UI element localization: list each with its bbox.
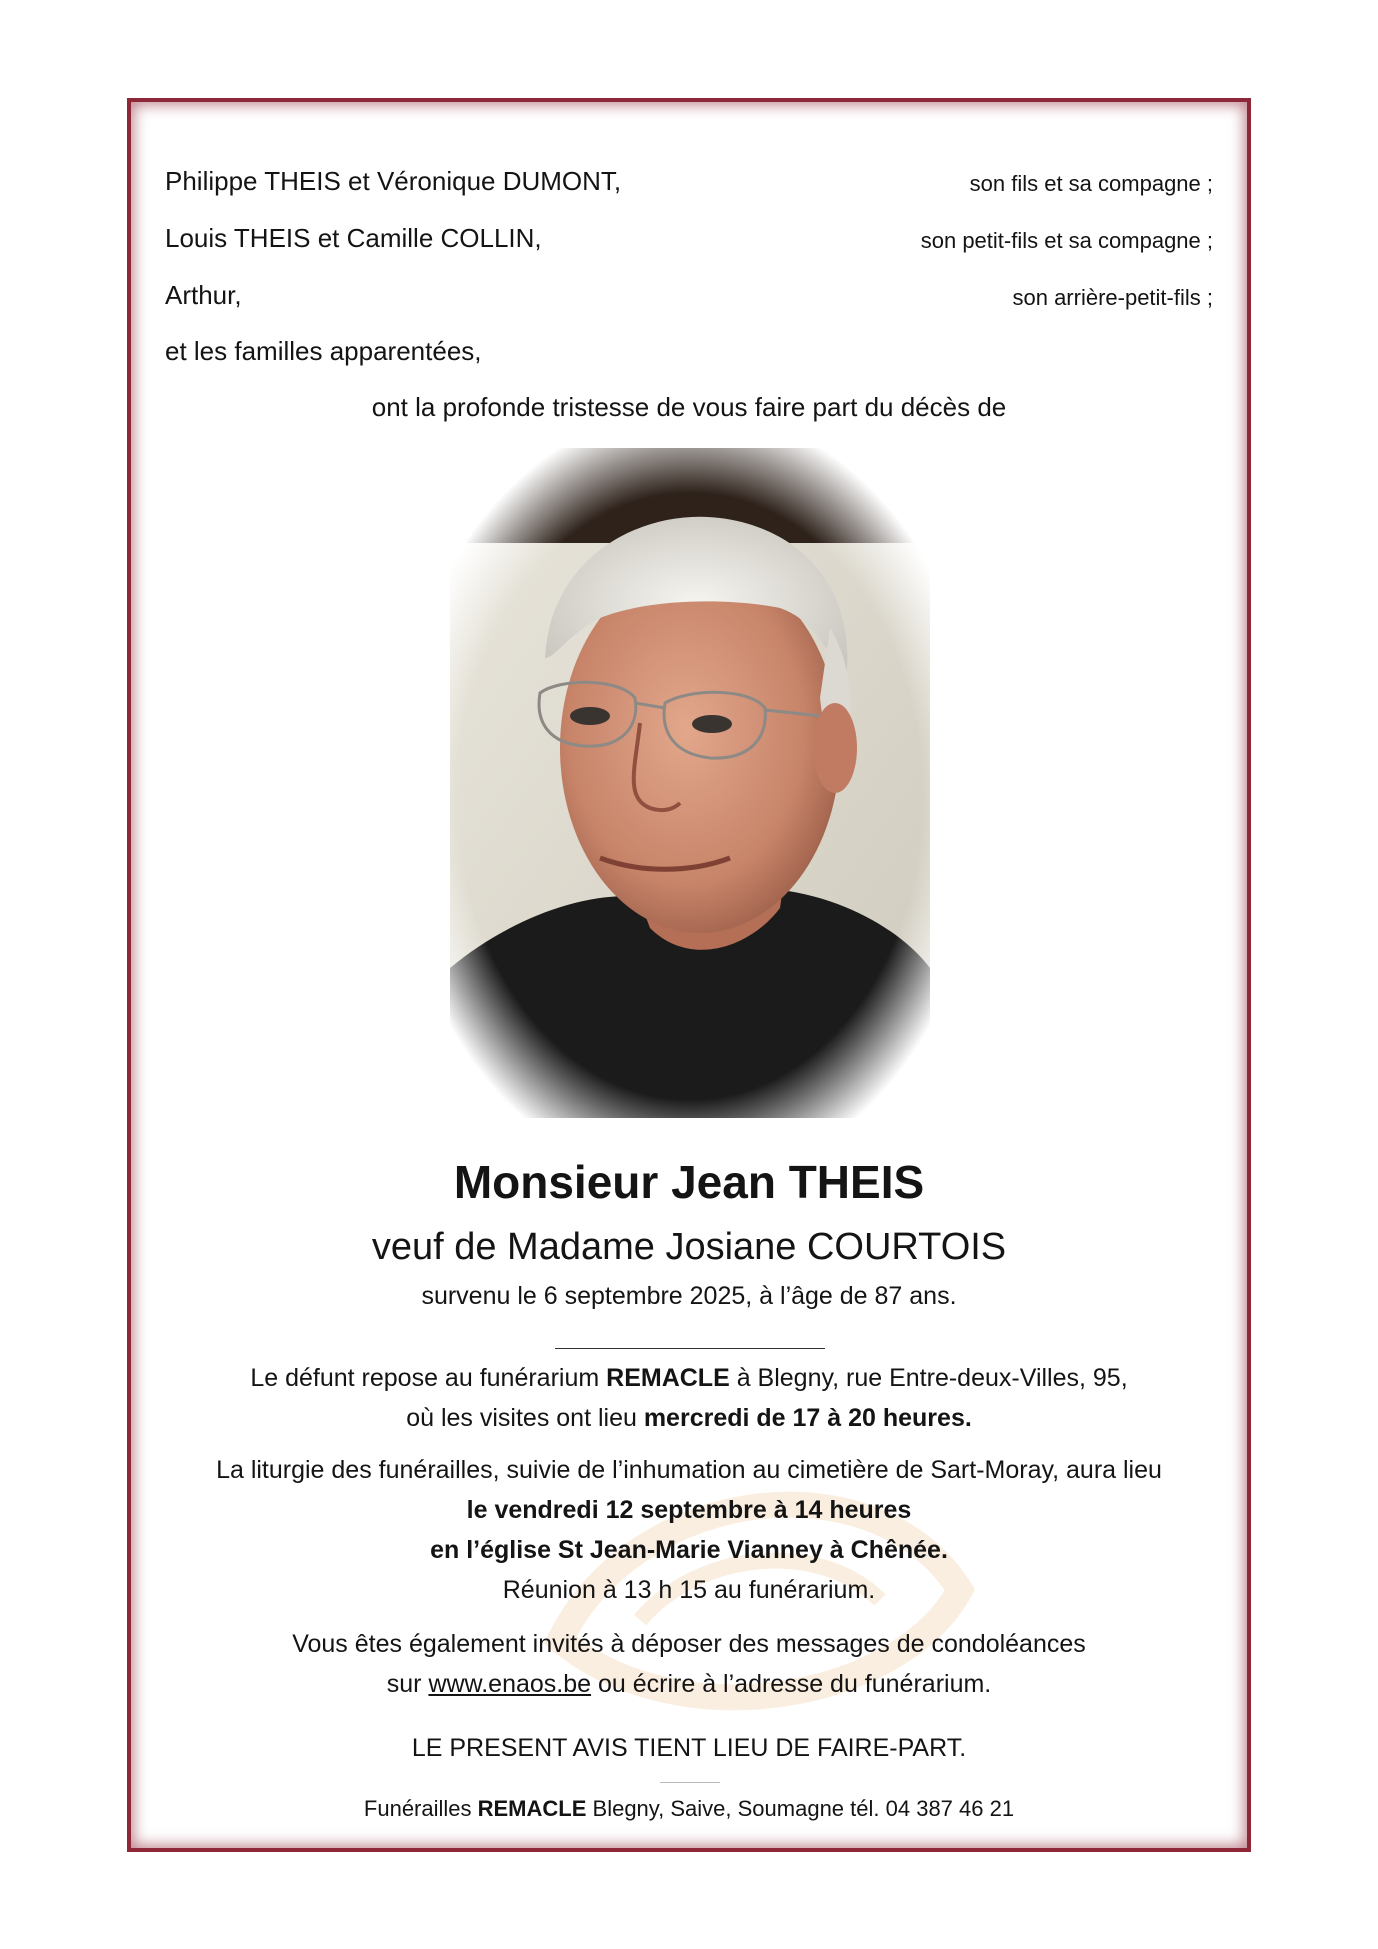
footer-line: Funérailles REMACLE Blegny, Saive, Soumagne tél. 04 387 46 21 (363, 1796, 1015, 1821)
family-relation-1: son fils et sa compagne ; (969, 171, 1213, 196)
deceased-spouse: veuf de Madame Josiane COURTOIS (371, 1226, 1007, 1268)
visitation-line-1: Le défunt repose au funérarium REMACLE à Blegny, rue Entre-deux-Villes, 95, (250, 1364, 1128, 1392)
condolences-line-2: sur www.enaos.be ou écrire à l’adresse du funérarium. (386, 1670, 992, 1698)
deceased-name: Monsieur Jean THEIS (453, 1156, 925, 1208)
enaos-link[interactable]: www.enaos.be (428, 1670, 592, 1698)
visitation-line-2: où les visites ont lieu mercredi de 17 à 20 heures. (406, 1404, 972, 1432)
family-name-1: Philippe THEIS et Véronique DUMONT, (165, 166, 622, 196)
separator-line (555, 1348, 825, 1349)
footer-separator (660, 1782, 720, 1783)
liturgy-meeting: Réunion à 13 h 15 au funérarium. (502, 1576, 876, 1604)
family-relation-3: son arrière-petit-fils ; (1012, 285, 1213, 310)
notice-statement: LE PRESENT AVIS TIENT LIEU DE FAIRE-PART. (411, 1734, 967, 1762)
condolences-line-1: Vous êtes également invités à déposer des messages de condoléances (292, 1630, 1086, 1658)
death-date-line: survenu le 6 septembre 2025, à l’âge de 87 ans. (421, 1282, 957, 1310)
portrait-photo (450, 448, 930, 1118)
family-name-2: Louis THEIS et Camille COLLIN, (165, 223, 542, 253)
liturgy-date: le vendredi 12 septembre à 14 heures (466, 1496, 912, 1524)
family-relation-2: son petit-fils et sa compagne ; (920, 228, 1213, 253)
intro-text: ont la profonde tristesse de vous faire part du décès de (371, 392, 1007, 422)
liturgy-line-1: La liturgie des funérailles, suivie de l’inhumation au cimetière de Sart-Moray, aura lieu (216, 1456, 1162, 1484)
family-name-3: Arthur, (165, 280, 242, 310)
family-name-4: et les familles apparentées, (165, 336, 482, 366)
liturgy-place: en l’église St Jean-Marie Vianney à Chênée. (430, 1536, 948, 1564)
